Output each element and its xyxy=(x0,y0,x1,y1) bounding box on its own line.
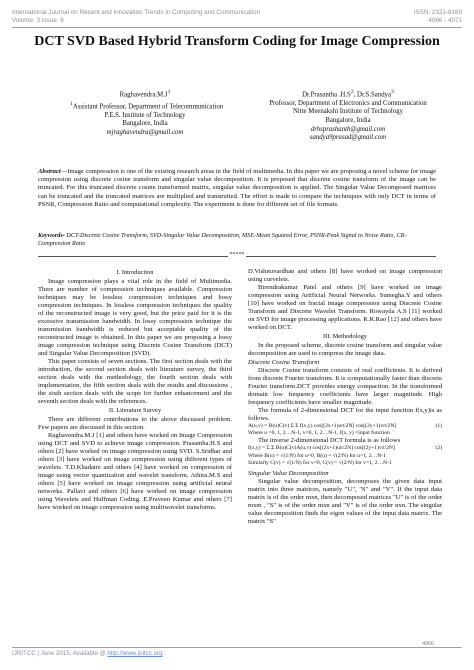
author-right-name: Dr.Prasantha .H.S xyxy=(302,91,351,99)
section-heading-introduction: I. Introduction xyxy=(116,269,154,276)
author-left-city: Bangalore, India xyxy=(122,120,168,128)
paragraph: This paper consists of seven sections. The first section deals with the introduction, the second section deals with literature survey, the third section deals with the methodology, the fourth section deals with implementation, the fifth section deals with the results and discussions , the sixth section deals with the scope for further enhancement and the seventh section deals with the references. xyxy=(38,358,232,405)
keywords-text: DCT-Discrete Cosine Transform, SVD-Singular Value Decomposition, MSE-Mean Squared Error, PSNR-Peak Signal to Noise Ratio, CR-Compression Ratio xyxy=(38,232,407,247)
author-left-institute: P.E.S. Institute of Technology xyxy=(104,111,186,119)
paragraph: Image compression plays a vital role in the field of Multimedia. There are number of compression techniques available. Compression techniques may be lossless compression techniques and lossy compression techniques. In lossless compression techniques the quality of the reconstructed image is very good, but the price paid for it is the excessive transmission bandwidth. In lossy compression technique the transmission bandwidth is reduced but acceptable quality of the reconstructed image is obtained. In this paper we are proposing a lossy image compression technique using Discrete Cosine Transform (DCT) and Singular Value Decomposition (SVD). xyxy=(38,278,232,357)
footer-rule xyxy=(12,647,462,648)
paragraph: The formula of 2-dimensional DCT for the input function f(x,y)is as follows. xyxy=(248,407,442,422)
paragraph: Discrete Cosine transform consists of real coefficients. It is derived from discrete Fourier transform. It is computationally faster than discrete Fourier transform.DCT provides energy compaction. In the transformed domain low frequency coefficients have larger magnitude. High frequency coefficients have smaller magnitude. xyxy=(248,367,442,406)
abstract-label: Abstract xyxy=(38,168,61,175)
keywords xyxy=(38,232,436,248)
footer-text: IJRITCC | June 2015, Available @ xyxy=(12,650,106,657)
section-heading-literature: II. Literature Survey xyxy=(108,407,162,414)
paragraph: Birendrakumar Patel and others [9] have worked on image compression using Artificial Neural Networks. Sumegha.Y and others [10] have worked on fractal image compression using Discrete Cosine Transform and Discrete Wavelet Transform. Rowayda A.S [11] worked on SVD for image processing applications. K.R.Rao [12] and others have worked on DCT. xyxy=(248,284,442,331)
author-right-institute: Nitte Meenakshi Institute of Technology xyxy=(292,108,403,116)
equation-4: Similarly C(v) = √(1/N) for v=0, C(v) = √(2/N) for v=1, 2…N-1 xyxy=(248,459,392,466)
header-rule xyxy=(12,27,462,28)
equation-1-note: Where u =0, 1, 2…N-1, v=0, 1, 2…N-1, f(x, y) =input function xyxy=(248,430,390,437)
author-right-email-2[interactable]: sandya9prasad@gmail.com xyxy=(309,134,387,142)
author-right: Dr.Prasantha $.H.S^2$, Dr.S.Sandya$^3$ Professor, Department of Electronics and Communication Nitte Meenakshi Institute of Technology Bangalore, India drhsprashanth@gmail.com sandya9prasad@gmail.com xyxy=(258,88,438,143)
paragraph: Raghavendra.M.J [1] and others have worked on Image Compression using DCT and SVD to achieve image compression. Prasantha.H.S and others [2] have worked on image compression using SVD. S.Sridhar and others [3] have worked on image compression using different types of wavelets. T.D.Khadatre and others [4] have worked on compression of image using vector quantization and wavelet transform. Athira.M.S and others [5] have worked on image compression using artificial neural networks. Pallavi and others [6] have worked on image compression using Wavelets and Huffman Coding. E.Praveen Kumar and others [7] have worked on image compression using multiwavelet transforms. xyxy=(38,432,232,511)
page-number: 4066 xyxy=(422,641,434,647)
paragraph: There are different contributions to the above discussed problem. Few papers are discussed in this section. xyxy=(38,416,232,431)
subsection-heading-svd: Singular Value Decomposition xyxy=(248,470,329,478)
journal-issn: ISSN: 2321-8169 xyxy=(413,9,462,16)
journal-name: International Journal on Recent and Innovation Trends in Computing and Communication xyxy=(12,9,261,16)
footer xyxy=(12,650,163,657)
footer-link[interactable]: http://www.ijritcc.org xyxy=(107,650,163,657)
right-column xyxy=(248,268,442,526)
author-left-name: Raghavendra.M.J xyxy=(119,91,168,99)
equation-3: Where B(u) = √(1/N) for u=0, B(u) = √(2/N) for u=1, 2…N-1 xyxy=(248,452,386,459)
author-right-email-1[interactable]: drhsprashanth@gmail.com xyxy=(310,125,386,133)
author-left-email[interactable]: mjraghavendra@gmail.com xyxy=(106,128,184,136)
paper-title: DCT SVD Based Hybrid Transform Coding for Image Compression xyxy=(34,34,440,49)
author-right-affiliation: Professor, Department of Electronics and Communication xyxy=(269,99,427,107)
paragraph: In the proposed scheme, discrete cosine transform and singular value decomposition are used to compress the image data. xyxy=(248,342,442,357)
paragraph: The inverse 2-dimensional DCT formula is as follows xyxy=(258,437,401,445)
journal-volume: Volume: 3 Issue: 6 xyxy=(12,17,64,24)
journal-issn-block xyxy=(414,9,462,25)
author-right-city: Bangalore, India xyxy=(325,117,371,125)
equation-2: (2) f(x,y) = Σ Σ B(u)C(v)A(u,v) cos[(2x+1)uπ/2N] cos[(2y+1)vπ/2N] xyxy=(248,445,442,452)
author-left: $Raghavendra.M.J^1$ $^1$Assistant Professor, Department of Telecommunication P.E.S. Institute of Technology Bangalore, India mjraghavendra@gmail.com xyxy=(70,89,224,136)
abstract xyxy=(38,168,436,209)
paragraph: Singular value decomposition, decomposes the given data input matrix into three matrices, namely "U", "S" and "V". If the input data matrix is of the order mxn, then decomposed matrices "U" is of the order mxm , "S" is of the order mxn and "V" is of the order nxn. The singular value decomposition finds the eigen values of the input data matrix. The matrix "S" xyxy=(248,478,442,526)
keywords-label: Keywords- xyxy=(38,232,65,239)
journal-pages: 4066 - 4071 xyxy=(428,17,462,24)
separator-stars: ***** xyxy=(229,252,245,258)
subsection-heading-dct: Discrete Cosine Transform xyxy=(248,359,320,366)
paragraph: D.Vishnuvardhan and others [8] have worked on image compression using curvelets. xyxy=(248,268,442,283)
journal-header xyxy=(12,9,260,25)
left-column xyxy=(38,268,232,512)
section-heading-methodology: III. Methodology xyxy=(322,333,368,340)
separator-rule-right xyxy=(246,256,436,257)
equation-1: (1) A(u,v) = B(u)C(v) Σ Σ f(x,y) cos[(2x+1)uπ/2N] cos[(2y+1)vπ/2N] xyxy=(248,423,442,429)
author-left-affiliation: Assistant Professor, Department of Telecommunication xyxy=(72,103,224,111)
abstract-text: —Image compression is one of the existing research areas in the field of multimedia. In this paper we are proposing a novel scheme for image compression using discrete cosine transform and singular value decomposition. It is proposed that discrete cosine transform of the image can be truncated. For this truncated discrete cosine transformed matrix, singular value decomposition is applied. The Singular Value Decomposed matrices can be truncated and the truncated matrices are multiplied and transmitted. The effort is made to compare the techniques with only DCT in terms of PSNR, Compression Ratio and computational complexity. The experiment is done for different set of file formats. xyxy=(38,168,436,208)
